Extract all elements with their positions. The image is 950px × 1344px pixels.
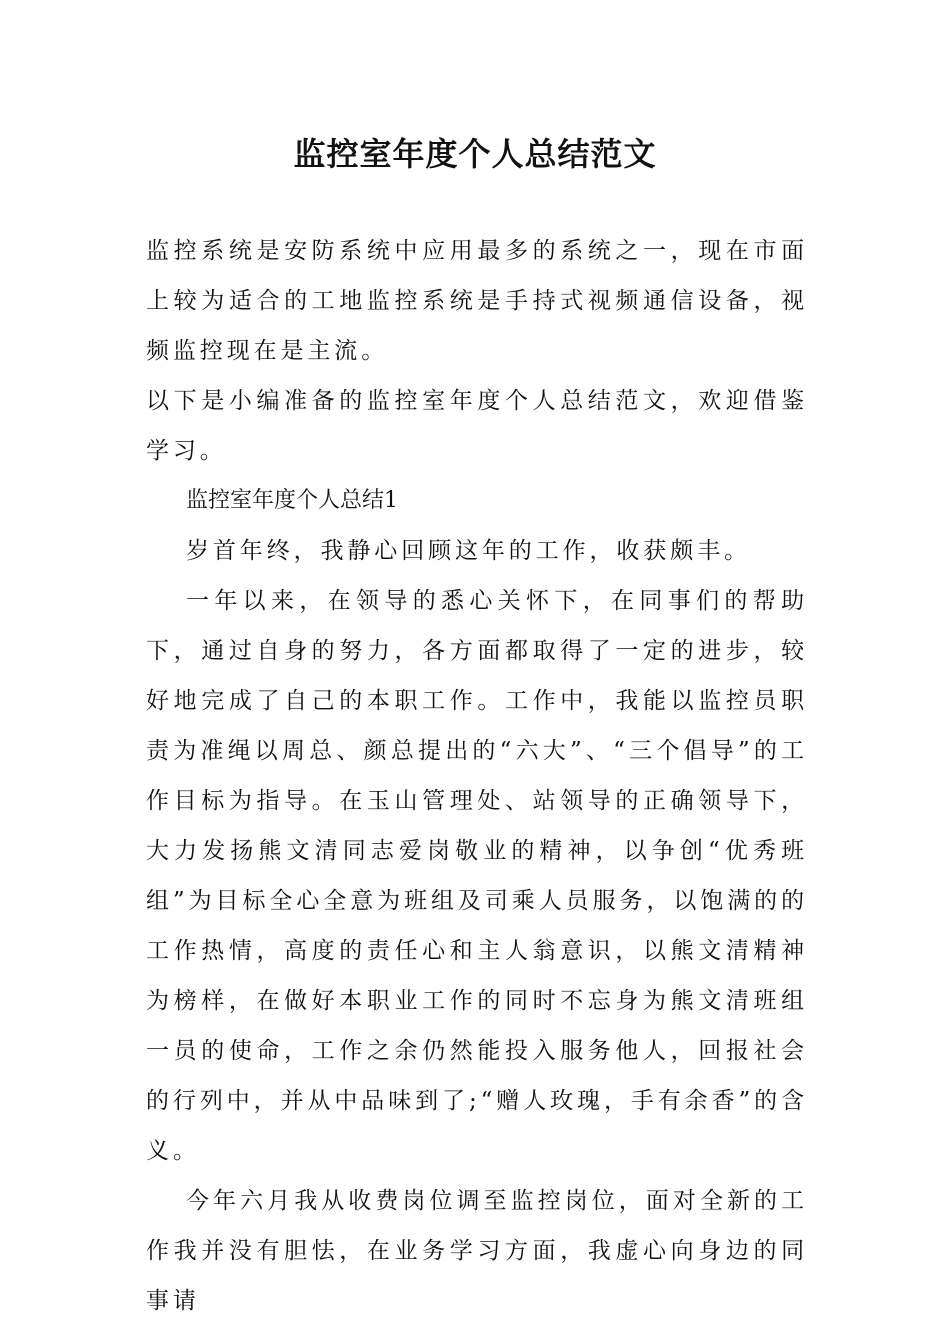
document-body (146, 226, 808, 1326)
body-paragraph-3: 今年六月我从收费岗位调至监控岗位，面对全新的工作我并没有胆怯，在业务学习方面，我虚心向身边的同事请 (146, 1188, 808, 1314)
body-paragraph-2: 一年以来，在领导的悉心关怀下，在同事们的帮助下，通过自身的努力，各方面都取得了一定的进步，较好地完成了自己的本职工作。工作中，我能以监控员职责为准绳以周总、颜总提出的“六大”、“三个倡导”的工作目标为指导。在玉山管理处、站领导的正确领导下，大力发扬熊文清同志爱岗敬业的精神，以争创“优秀班组”为目标全心全意为班组及司乘人员服务，以饱满的的工作热情，高度的责任心和主人翁意识，以熊文清精神为榜样，在做好本职业工作的同时不忘身为熊文清班组一员的使命，工作之余仍然能投入服务他人，回报社会的行列中，并从中品味到了;“赠人玫瑰，手有余香”的含义。 (146, 588, 808, 1164)
body-paragraph-1: 岁首年终，我静心回顾这年的工作，收获颇丰。 (186, 538, 751, 564)
intro-paragraph-2: 以下是小编准备的监控室年度个人总结范文，欢迎借鉴学习。 (146, 388, 808, 464)
intro-paragraph-1: 监控系统是安防系统中应用最多的系统之一，现在市面上较为适合的工地监控系统是手持式视频通信设备，视频监控现在是主流。 (146, 238, 808, 364)
section-heading: 监控室年度个人总结1 (186, 488, 398, 513)
document-title: 监控室年度个人总结范文 (293, 135, 657, 173)
